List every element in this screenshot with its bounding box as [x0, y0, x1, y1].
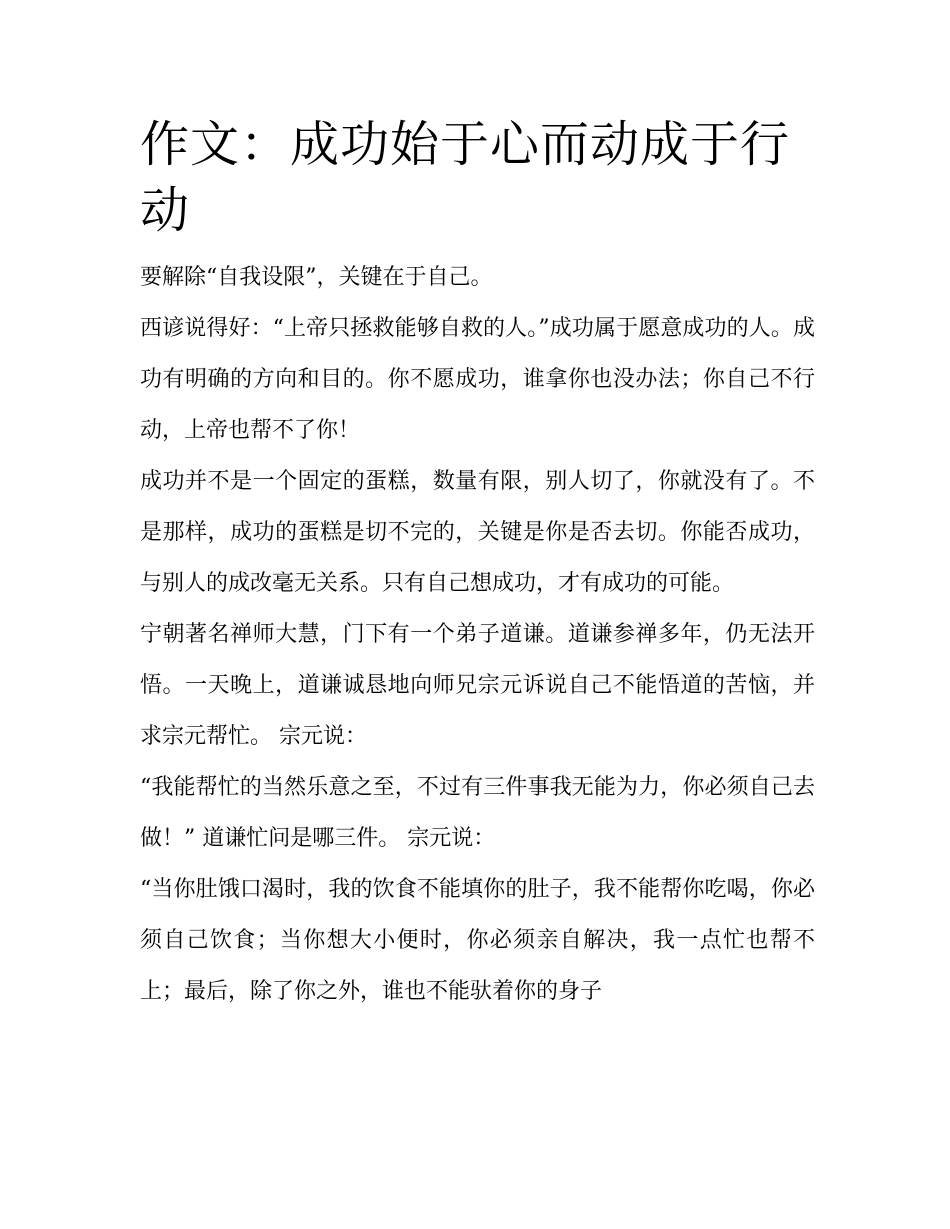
paragraph: 宁朝著名禅师大慧，门下有一个弟子道谦。道谦参禅多年，仍无法开悟。一天晚上，道谦诚恳地向师兄宗元诉说自己不能悟道的苦恼，并求宗元帮忙。 宗元说：	[140, 622, 815, 749]
paragraph: “我能帮忙的当然乐意之至，不过有三件事我无能为力，你必须自己去做！” 道谦忙问是哪三件。 宗元说：	[140, 775, 815, 851]
paragraph: “当你肚饿口渴时，我的饮食不能填你的肚子，我不能帮你吃喝，你必须自己饮食；当你想大小便时，你必须亲自解决，我一点忙也帮不上；最后，除了你之外，谁也不能驮着你的身子	[140, 877, 815, 1004]
paragraph: 成功并不是一个固定的蛋糕，数量有限，别人切了，你就没有了。不是那样，成功的蛋糕是切不完的，关键是你是否去切。你能否成功，与别人的成改毫无关系。只有自己想成功，才有成功的可能。	[140, 469, 815, 596]
paragraph: 西谚说得好：“上帝只拯救能够自救的人。”成功属于愿意成功的人。成功有明确的方向和目的。你不愿成功，谁拿你也没办法；你自己不行动，上帝也帮不了你！	[140, 316, 815, 443]
paragraph: 要解除“自我设限”，关键在于自己。	[140, 265, 493, 290]
document-body	[140, 112, 815, 1017]
document-title: 作文：成功始于心而动成于行动	[140, 116, 791, 239]
